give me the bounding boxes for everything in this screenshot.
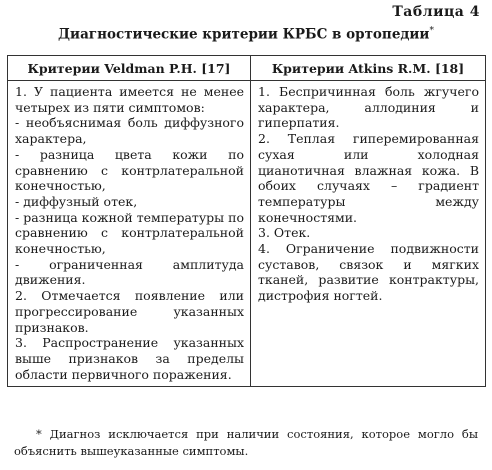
header-veldman: Критерии Veldman P.H. [17]: [8, 56, 251, 81]
table-caption: [0, 26, 492, 43]
list-item: - разница кожной температуры по сравнению с контрлатеральной конечностью,: [15, 209, 244, 257]
atkins-criteria-cell: [251, 81, 486, 387]
header-atkins: Критерии Atkins R.M. [18]: [251, 56, 486, 81]
list-item: 2. Отмечается появление или прогрессирование указанных признаков.: [15, 288, 244, 335]
table-header-row: [8, 56, 486, 81]
list-item: - диффузный отек,: [15, 193, 138, 209]
veldman-criteria-cell: [8, 81, 251, 387]
table-row: [8, 81, 486, 387]
list-item: - разница цвета кожи по сравнению с контрлатеральной конечностью,: [15, 146, 244, 194]
list-item: 1. У пациента имеется не менее четырех из пяти симптомов:: [15, 84, 244, 115]
list-item: 2. Теплая гиперемированная сухая или холодная цианотичная влажная кожа. В обоих случаях – градиент температуры между конечностями.: [258, 131, 479, 225]
list-item: 3. Распространение указанных выше признаков за пределы области первичного поражения.: [15, 335, 244, 382]
caption-footnote-mark: *: [429, 26, 434, 36]
criteria-table: [7, 55, 486, 387]
list-item: - необъяснимая боль диффузного характера,: [15, 115, 244, 147]
caption-text: Диагностические критерии КРБС в ортопедии: [58, 26, 430, 43]
footnote: * Диагноз исключается при наличии состояния, которое могло бы объяснить вышеуказанные симптомы.: [14, 427, 478, 458]
list-item: 1. Беспричинная боль жгучего характера, аллодиния и гиперпатия.: [258, 84, 479, 131]
list-item: 4. Ограничение подвижности суставов, связок и мягких тканей, развитие контрактуры, дистрофия ногтей.: [258, 241, 479, 304]
table-number: Таблица 4: [392, 4, 480, 20]
list-item: 3. Отек.: [258, 225, 311, 241]
list-item: - ограниченная амплитуда движения.: [15, 256, 244, 288]
